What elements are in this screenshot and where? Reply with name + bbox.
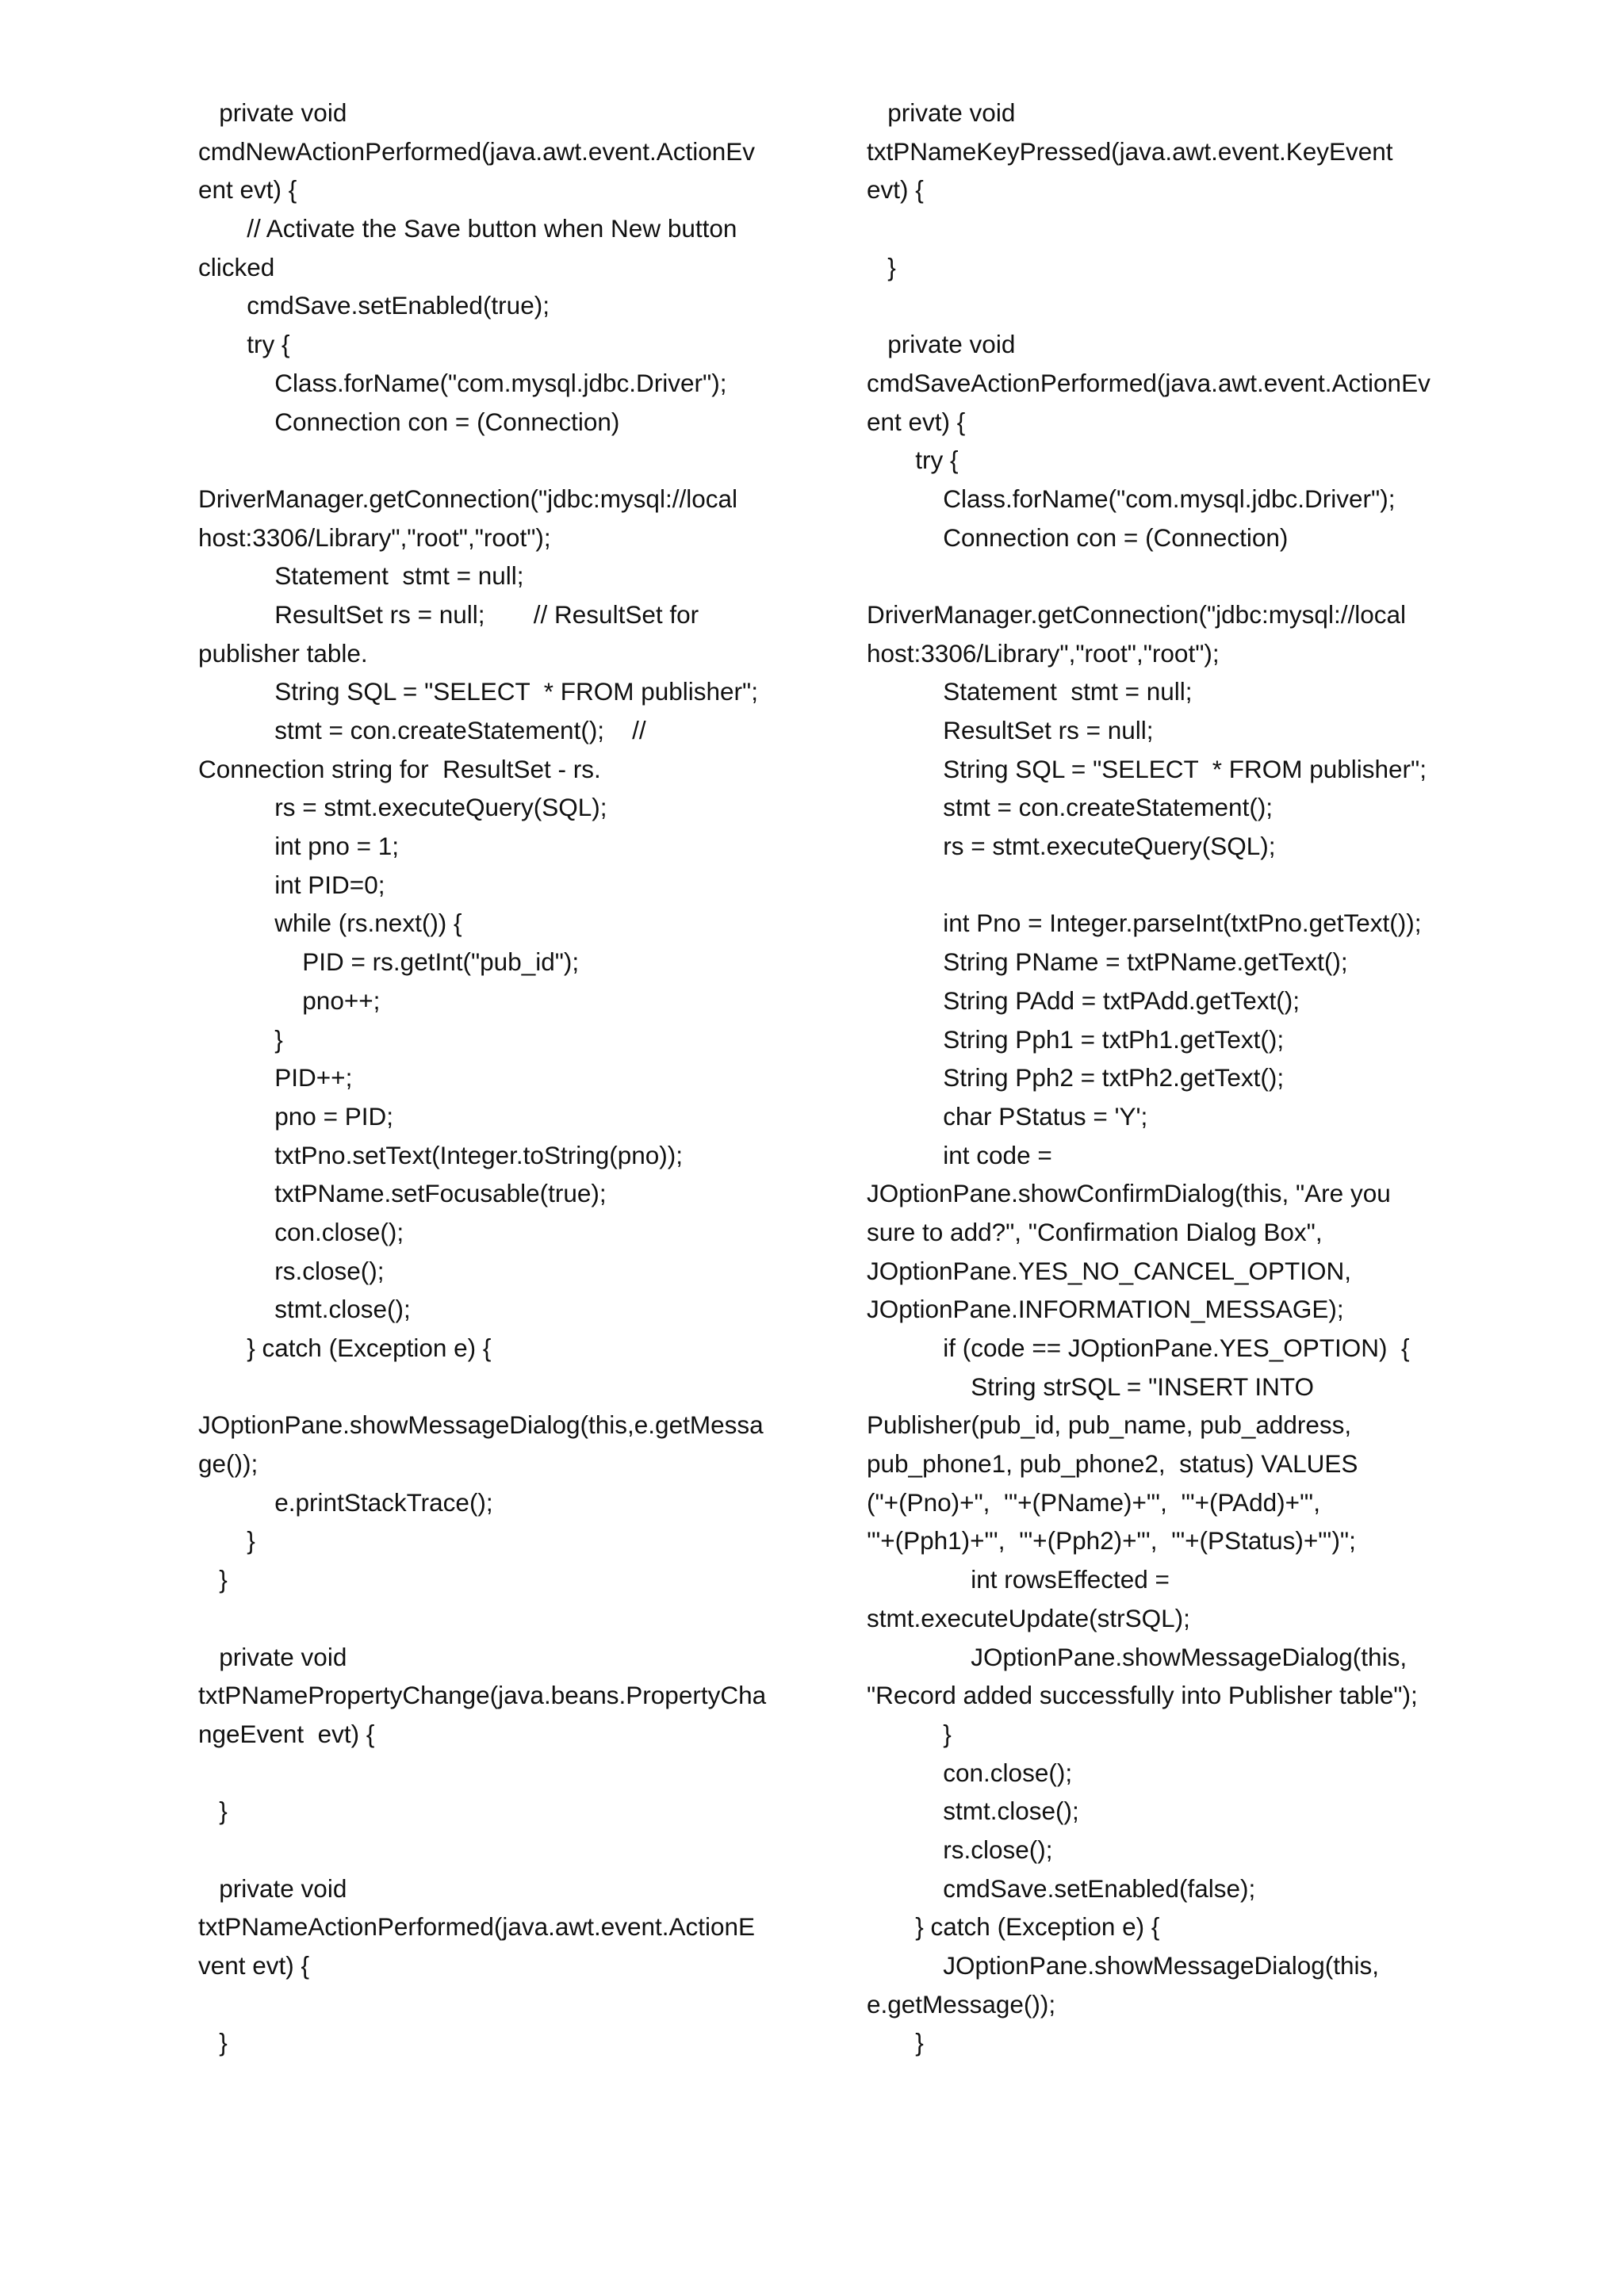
- code-line: } catch (Exception e) {: [867, 1912, 1160, 1942]
- code-line: rs.close();: [198, 1256, 385, 1285]
- code-line: private void: [198, 1642, 347, 1671]
- code-line: ResultSet rs = null;: [867, 716, 1154, 744]
- code-line: rs.close();: [867, 1835, 1053, 1864]
- code-line: Statement stmt = null;: [867, 677, 1193, 706]
- code-line: [198, 1831, 761, 1869]
- code-line: JOptionPane.showMessageDialog(this,e.getMessa: [198, 1410, 764, 1440]
- code-line: Class.forName("com.mysql.jdbc.Driver");: [198, 368, 727, 397]
- code-line: while (rs.next()) {: [198, 909, 462, 938]
- code-line: txtPno.setText(Integer.toString(pno));: [198, 1140, 684, 1169]
- code-line: cmdSave.setEnabled(true);: [198, 291, 550, 320]
- code-line: ("+(Pno)+", '"+(PName)+"', '"+(PAdd)+"',: [867, 1487, 1321, 1517]
- code-line: }: [198, 1024, 283, 1054]
- code-line: ResultSet rs = null; // ResultSet for: [198, 599, 699, 629]
- code-line: rs = stmt.executeQuery(SQL);: [198, 793, 607, 822]
- code-column-right: [867, 94, 1438, 2062]
- code-line: [867, 557, 1438, 595]
- code-line: Class.forName("com.mysql.jdbc.Driver");: [867, 484, 1396, 513]
- code-line: private void: [867, 98, 1016, 127]
- code-line: cmdSave.setEnabled(false);: [867, 1873, 1256, 1903]
- code-line: }: [867, 2028, 924, 2057]
- code-line: stmt.close();: [198, 1295, 411, 1324]
- code-line: int PID=0;: [198, 870, 385, 899]
- code-line: txtPNameActionPerformed(java.awt.event.ActionE: [198, 1912, 756, 1942]
- code-line: clicked: [198, 252, 275, 281]
- code-line: JOptionPane.showConfirmDialog(this, "Are you: [867, 1179, 1391, 1208]
- code-line: ent evt) {: [198, 175, 297, 205]
- code-line: con.close();: [867, 1758, 1073, 1787]
- code-line: con.close();: [198, 1217, 404, 1246]
- code-line: JOptionPane.INFORMATION_MESSAGE);: [867, 1295, 1344, 1324]
- code-line: Connection string for ResultSet - rs.: [198, 754, 601, 783]
- code-line: "Record added successfully into Publisher table");: [867, 1681, 1418, 1710]
- code-line: int pno = 1;: [198, 832, 400, 861]
- code-line: Connection con = (Connection): [198, 407, 620, 436]
- code-line: }: [198, 1526, 255, 1556]
- code-line: JOptionPane.YES_NO_CANCEL_OPTION,: [867, 1256, 1352, 1285]
- code-line: try {: [198, 330, 290, 359]
- code-line: txtPNamePropertyChange(java.beans.PropertyCha: [198, 1681, 767, 1710]
- code-line: private void: [198, 98, 347, 127]
- code-line: cmdSaveActionPerformed(java.awt.event.ActionEv: [867, 368, 1431, 397]
- code-line: }: [867, 252, 896, 281]
- code-line: [198, 1985, 761, 2024]
- code-line: private void: [198, 1873, 347, 1903]
- code-line: stmt.executeUpdate(strSQL);: [867, 1603, 1190, 1632]
- code-line: PID++;: [198, 1063, 353, 1093]
- code-line: char PStatus = 'Y';: [867, 1101, 1148, 1131]
- code-line: stmt = con.createStatement(); //: [198, 716, 646, 744]
- code-line: } catch (Exception e) {: [198, 1334, 492, 1362]
- code-line: if (code == JOptionPane.YES_OPTION) {: [867, 1334, 1410, 1362]
- code-line: int Pno = Integer.parseInt(txtPno.getText());: [867, 909, 1422, 938]
- code-line: String Pph2 = txtPh2.getText();: [867, 1063, 1285, 1093]
- code-line: String SQL = "SELECT * FROM publisher";: [198, 677, 758, 706]
- code-line: [867, 286, 1438, 325]
- code-line: e.printStackTrace();: [198, 1487, 493, 1517]
- code-line: JOptionPane.showMessageDialog(this,: [867, 1642, 1408, 1671]
- code-line: pub_phone1, pub_phone2, status) VALUES: [867, 1449, 1358, 1479]
- code-line: host:3306/Library","root","root");: [198, 522, 551, 552]
- code-line: Publisher(pub_id, pub_name, pub_address,: [867, 1410, 1352, 1440]
- code-line: [867, 866, 1438, 905]
- code-line: private void: [867, 330, 1016, 359]
- code-line: }: [198, 1565, 228, 1594]
- code-column-left: [198, 94, 767, 2062]
- code-line: e.getMessage());: [867, 1989, 1056, 2019]
- code-line: txtPNameKeyPressed(java.awt.event.KeyEvent: [867, 136, 1393, 166]
- code-line: cmdNewActionPerformed(java.awt.event.ActionEv: [198, 136, 756, 166]
- code-line: int code =: [867, 1140, 1052, 1169]
- code-line: ge());: [198, 1449, 259, 1479]
- code-line: [198, 1599, 761, 1638]
- code-line: PID = rs.getInt("pub_id");: [198, 947, 580, 977]
- code-line: }: [867, 1719, 952, 1748]
- code-line: DriverManager.getConnection("jdbc:mysql://local: [198, 484, 737, 513]
- code-line: publisher table.: [198, 638, 368, 668]
- code-line: [198, 1368, 761, 1406]
- code-line: [198, 441, 761, 480]
- code-line: [867, 209, 1438, 248]
- code-line: }: [198, 2028, 228, 2057]
- code-line: String PAdd = txtPAdd.getText();: [867, 985, 1300, 1015]
- code-line: ngeEvent evt) {: [198, 1719, 375, 1748]
- code-line: Statement stmt = null;: [198, 561, 524, 591]
- code-line: String SQL = "SELECT * FROM publisher";: [867, 754, 1427, 783]
- code-line: [198, 1754, 761, 1793]
- code-line: String PName = txtPName.getText();: [867, 947, 1348, 977]
- code-line: DriverManager.getConnection("jdbc:mysql://local: [867, 599, 1406, 629]
- code-line: rs = stmt.executeQuery(SQL);: [867, 832, 1276, 861]
- code-line: sure to add?", "Confirmation Dialog Box",: [867, 1217, 1323, 1246]
- code-line: JOptionPane.showMessageDialog(this,: [867, 1951, 1380, 1980]
- code-line: pno = PID;: [198, 1101, 393, 1131]
- code-line: stmt.close();: [867, 1797, 1079, 1826]
- code-line: stmt = con.createStatement();: [867, 793, 1274, 822]
- code-line: Connection con = (Connection): [867, 522, 1289, 552]
- code-line: String Pph1 = txtPh1.getText();: [867, 1024, 1285, 1054]
- code-line: ent evt) {: [867, 407, 966, 436]
- code-line: txtPName.setFocusable(true);: [198, 1179, 607, 1208]
- code-line: }: [198, 1797, 228, 1826]
- code-line: // Activate the Save button when New button: [198, 214, 737, 243]
- code-line: int rowsEffected =: [867, 1565, 1170, 1594]
- code-line: pno++;: [198, 985, 381, 1015]
- code-line: try {: [867, 446, 959, 475]
- code-line: String strSQL = "INSERT INTO: [867, 1372, 1315, 1401]
- code-line: vent evt) {: [198, 1951, 310, 1980]
- code-line: host:3306/Library","root","root");: [867, 638, 1220, 668]
- code-line: '"+(Pph1)+"', '"+(Pph2)+"', '"+(PStatus)+"')";: [867, 1526, 1356, 1556]
- code-line: evt) {: [867, 175, 924, 205]
